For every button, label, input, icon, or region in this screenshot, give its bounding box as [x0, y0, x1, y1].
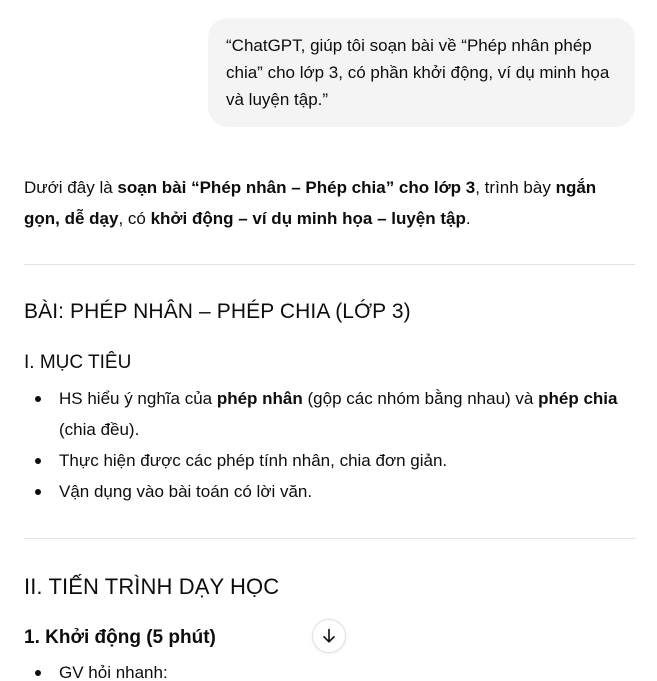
- intro-text: , trình bày: [475, 178, 556, 197]
- list-item-text: (chia đều).: [59, 420, 140, 439]
- bullet-dot: [35, 670, 41, 676]
- user-message-row: [208, 18, 635, 127]
- list-item-text: (gộp các nhóm bằng nhau) và: [302, 389, 539, 408]
- arrow-down-icon: [320, 627, 338, 645]
- list-item-bold-text: phép chia: [538, 389, 618, 408]
- intro-text: .: [465, 209, 471, 228]
- intro-bold-text: soạn bài “Phép nhân – Phép chia” cho lớp 3: [117, 178, 476, 197]
- user-message-bubble: [208, 18, 635, 127]
- list-item: [24, 657, 635, 681]
- assistant-intro: [24, 172, 635, 234]
- divider: [24, 264, 635, 265]
- warmup-list: [24, 657, 635, 681]
- list-item-text: GV hỏi nhanh:: [59, 663, 168, 681]
- intro-text: Dưới đây là: [24, 178, 118, 197]
- intro-bold-text: khởi động – ví dụ minh họa – luyện tập: [150, 209, 466, 228]
- bullet-dot: [35, 458, 41, 464]
- objectives-list: [24, 383, 635, 507]
- divider: [24, 538, 635, 539]
- bullet-dot: [35, 489, 41, 495]
- subsection-title-warmup: 1. Khởi động (5 phút): [24, 627, 216, 648]
- list-item: [24, 476, 635, 507]
- intro-bold-text: ngắn gọn, dễ dạy: [24, 178, 597, 228]
- list-item: [24, 445, 635, 476]
- user-message-text: “ChatGPT, giúp tôi soạn bài về “Phép nhân phép chia” cho lớp 3, có phần khởi động, ví dụ minh họa và luyện tập.”: [226, 36, 610, 109]
- list-item: [24, 383, 635, 445]
- bullet-dot: [35, 396, 41, 402]
- list-item-text: Thực hiện được các phép tính nhân, chia đơn giản.: [59, 451, 448, 470]
- list-item-bold-text: phép nhân: [216, 389, 303, 408]
- intro-text: , có: [118, 209, 151, 228]
- list-item-text: HS hiểu ý nghĩa của: [59, 389, 217, 408]
- scroll-to-bottom-button[interactable]: [312, 619, 346, 653]
- list-item-text: Vận dụng vào bài toán có lời văn.: [59, 482, 313, 501]
- section-title-process: II. TIẾN TRÌNH DẠY HỌC: [24, 574, 280, 599]
- lesson-title: BÀI: PHÉP NHÂN – PHÉP CHIA (LỚP 3): [24, 300, 411, 323]
- section-title-objectives: I. MỤC TIÊU: [24, 352, 132, 373]
- assistant-message: [24, 172, 635, 681]
